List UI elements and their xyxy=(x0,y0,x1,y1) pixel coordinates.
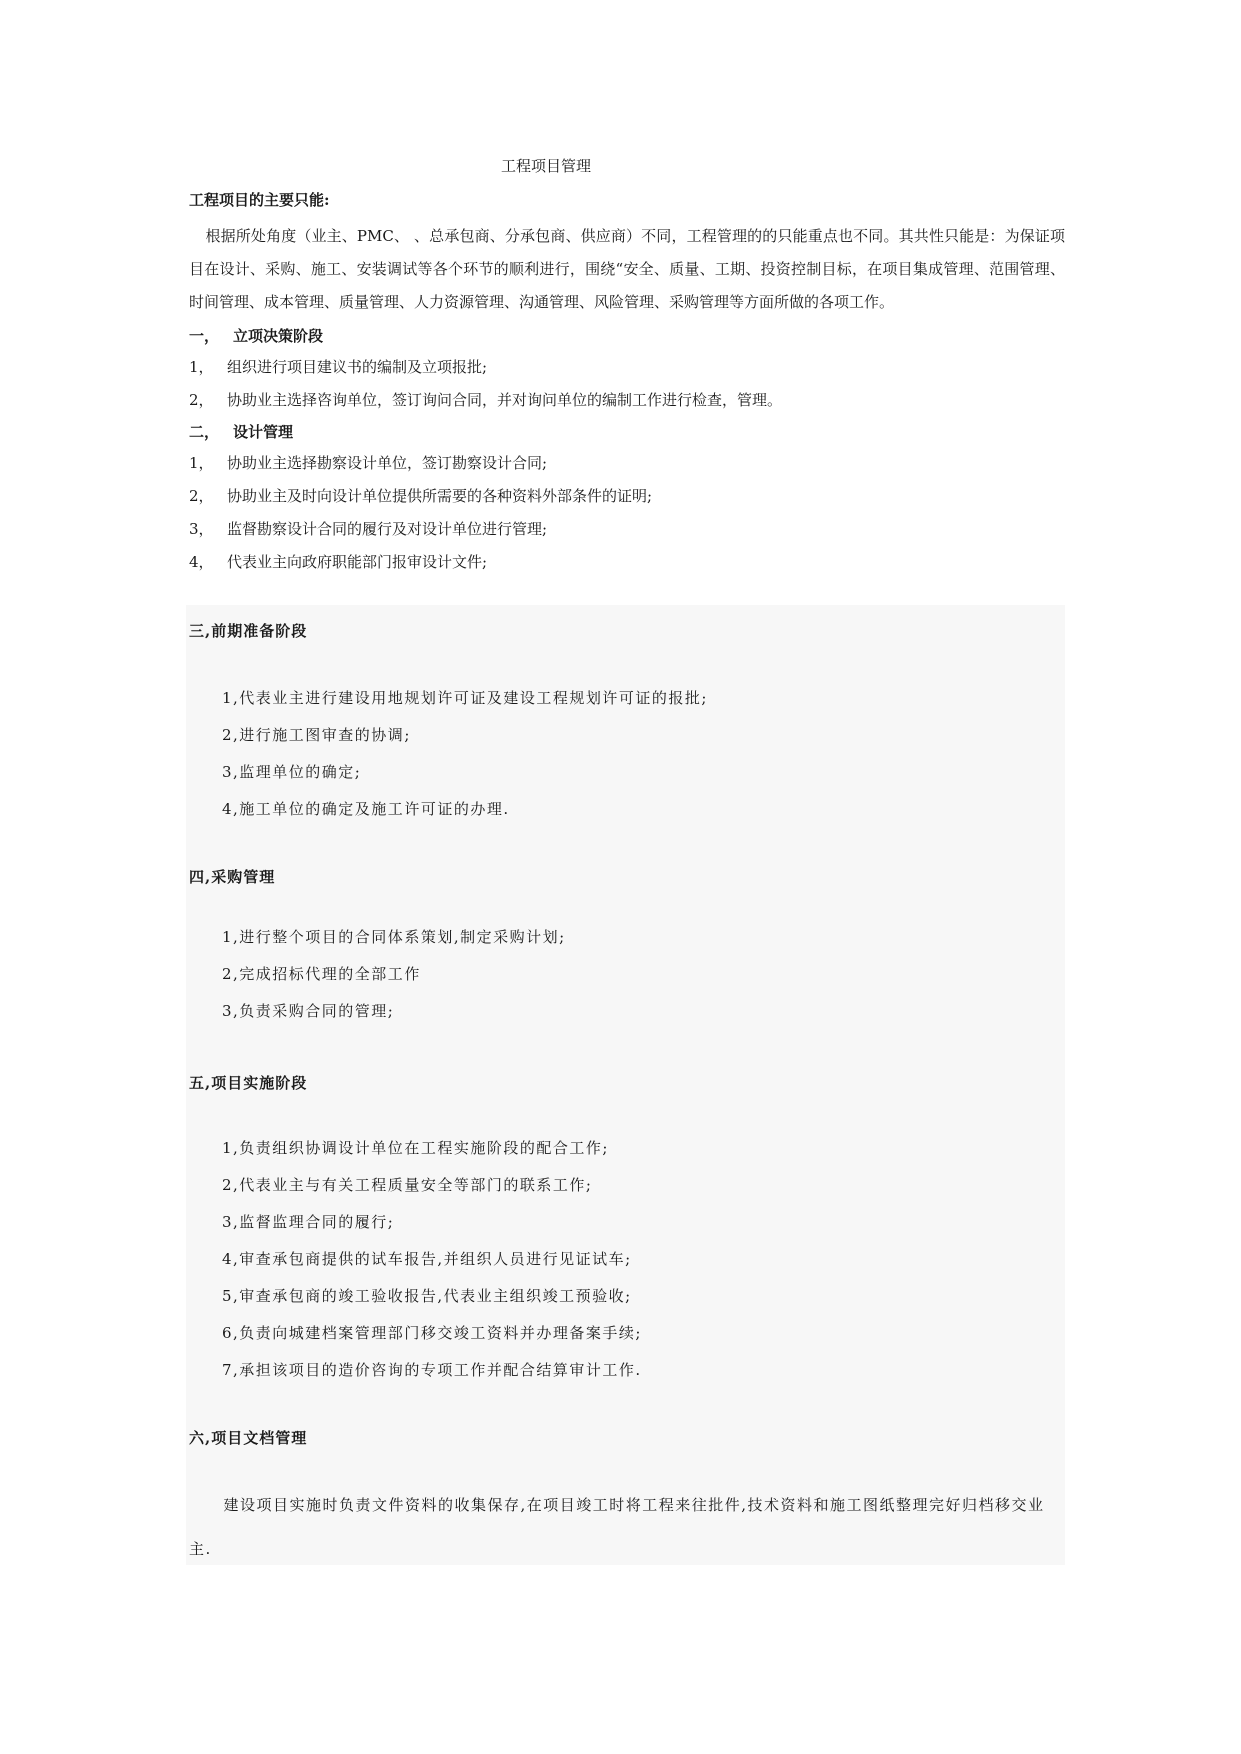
item-text: 协助业主及时向设计单位提供所需要的各种资料外部条件的证明; xyxy=(227,487,653,505)
item-number: 4， xyxy=(189,553,214,571)
item-number: 3， xyxy=(189,520,214,538)
list-item: 1,负责组织协调设计单位在工程实施阶段的配合工作; xyxy=(222,1139,609,1157)
item-text: 代表业主向政府职能部门报审设计文件; xyxy=(227,553,488,571)
section-number: 二， xyxy=(189,423,220,441)
section-paragraph: 建设项目实施时负责文件资料的收集保存,在项目竣工时将工程来往批件,技术资料和施工图纸整理完好归档移交业主. xyxy=(189,1496,1045,1558)
item-number: 1， xyxy=(189,454,214,472)
intro-paragraph: 根据所处角度（业主、PMC、 、总承包商、分承包商、供应商）不同，工程管理的的只能重点也不同。其共性只能是：为保证项目在设计、采购、施工、安装调试等各个环节的顺利进行，围绕“安全、质量、工期、投资控制目标，在项目集成管理、范围管理、时间管理、成本管理、质量管理、人力资源管理、沟通管理、风险管理、采购管理等方面所做的各项工作。 xyxy=(189,227,1065,311)
main-heading: 工程项目的主要只能: xyxy=(189,191,330,209)
section-title: 立项决策阶段 xyxy=(233,327,324,345)
list-item: 2,进行施工图审查的协调; xyxy=(222,726,411,744)
list-item: 7,承担该项目的造价咨询的专项工作并配合结算审计工作. xyxy=(222,1361,642,1379)
item-text: 协助业主选择咨询单位，签订询问合同，并对询问单位的编制工作进行检查，管理。 xyxy=(227,391,783,409)
list-item xyxy=(189,351,1065,384)
item-number: 2， xyxy=(189,391,214,409)
section-heading: 六,项目文档管理 xyxy=(189,1429,308,1447)
list-item: 1,代表业主进行建设用地规划许可证及建设工程规划许可证的报批; xyxy=(222,689,708,707)
list-item xyxy=(189,480,1065,513)
document-title: 工程项目管理 xyxy=(500,157,591,175)
section-heading: 三,前期准备阶段 xyxy=(189,622,308,640)
upper-content xyxy=(189,188,1065,579)
list-item: 5,审查承包商的竣工验收报告,代表业主组织竣工预验收; xyxy=(222,1287,632,1305)
section-heading: 五,项目实施阶段 xyxy=(189,1074,308,1092)
list-item: 1,进行整个项目的合同体系策划,制定采购计划; xyxy=(222,928,566,946)
list-item: 3,监督监理合同的履行; xyxy=(222,1213,395,1231)
shaded-content-block xyxy=(186,605,1065,1565)
list-item: 4,审查承包商提供的试车报告,并组织人员进行见证试车; xyxy=(222,1250,632,1268)
item-text: 监督勘察设计合同的履行及对设计单位进行管理; xyxy=(227,520,548,538)
item-text: 协助业主选择勘察设计单位，签订勘察设计合同; xyxy=(227,454,548,472)
list-item: 2,代表业主与有关工程质量安全等部门的联系工作; xyxy=(222,1176,593,1194)
section-heading xyxy=(189,417,1065,447)
item-number: 1， xyxy=(189,358,214,376)
section-number: 一， xyxy=(189,327,220,345)
list-item: 3,监理单位的确定; xyxy=(222,763,362,781)
item-number: 2， xyxy=(189,487,214,505)
list-item: 4,施工单位的确定及施工许可证的办理. xyxy=(222,800,510,818)
list-item xyxy=(189,384,1065,417)
list-item xyxy=(189,546,1065,579)
list-item: 6,负责向城建档案管理部门移交竣工资料并办理备案手续; xyxy=(222,1324,642,1342)
list-item xyxy=(189,513,1065,546)
list-item: 2,完成招标代理的全部工作 xyxy=(222,965,421,983)
section-title: 设计管理 xyxy=(233,423,294,441)
section-heading xyxy=(189,321,1065,351)
list-item: 3,负责采购合同的管理; xyxy=(222,1002,395,1020)
item-text: 组织进行项目建议书的编制及立项报批; xyxy=(227,358,488,376)
section-heading: 四,采购管理 xyxy=(189,868,276,886)
list-item xyxy=(189,447,1065,480)
